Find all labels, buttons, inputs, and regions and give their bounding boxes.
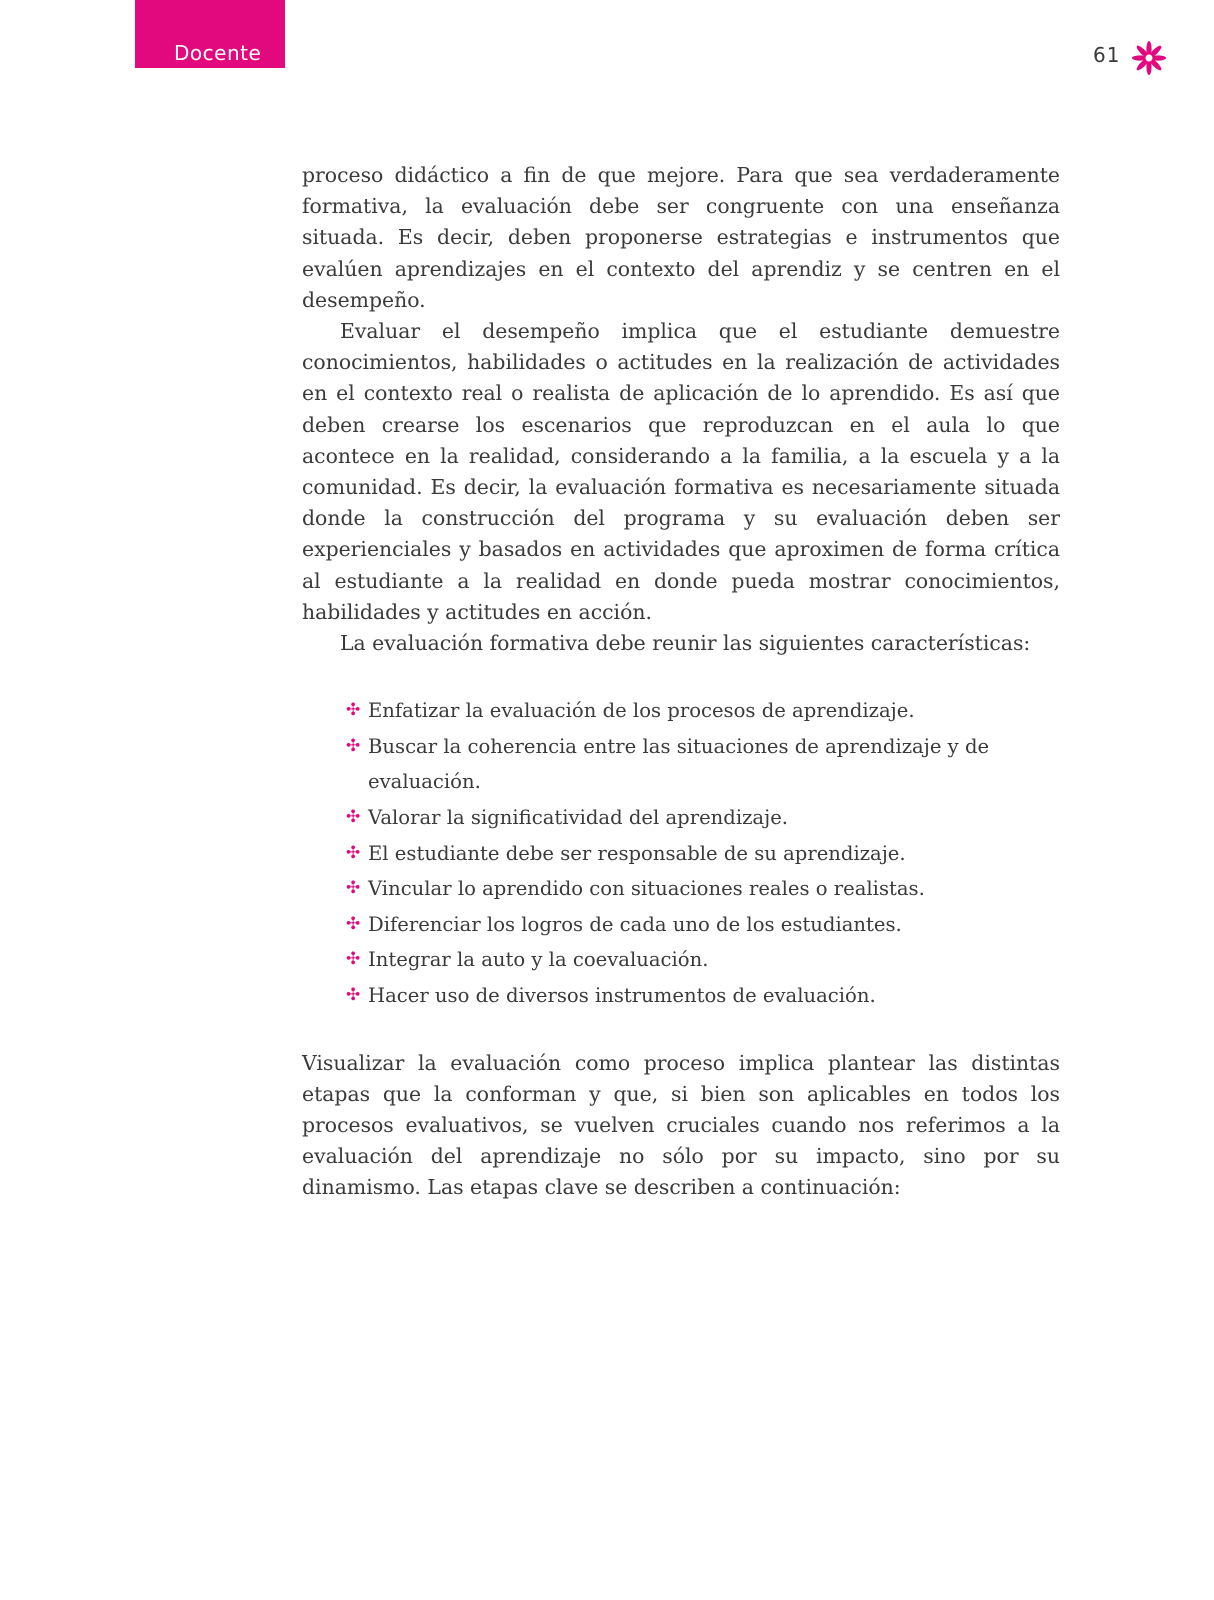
bullet-icon: ✣ xyxy=(346,842,361,863)
list-item xyxy=(346,729,1060,800)
list-item xyxy=(346,942,1060,978)
bullet-icon: ✣ xyxy=(346,807,361,828)
list-item-text: Enfatizar la evaluación de los procesos de aprendizaje. xyxy=(368,699,915,723)
paragraph-performance: Evaluar el desempeño implica que el estudiante demuestre conocimientos, habilidades o actitudes en la realización de actividades en el contexto real o realista de aplicación de lo aprendido. Es así que deben crearse los escenarios que reproduzcan en el aula lo que acontece en la realidad, considerando a la familia, a la escuela y a la comunidad. Es decir, la evaluación formativa es necesariamente situada donde la construcción del programa y su evaluación deben ser experienciales y basados en actividades que aproximen de forma crítica al estudiante a la realidad en donde pueda mostrar conocimientos, habilidades y actitudes en acción. xyxy=(302,319,1060,624)
list-item xyxy=(346,693,1060,729)
list-item xyxy=(346,978,1060,1014)
list-item-text: Integrar la auto y la coevaluación. xyxy=(368,948,709,972)
bullet-icon: ✣ xyxy=(346,913,361,934)
section-tab xyxy=(135,0,285,68)
paragraph-stages: Visualizar la evaluación como proceso implica plantear las distintas etapas que la conforman y que, si bien son aplicables en todos los procesos evaluativos, se vuelven cruciales cuando nos referimos a la evaluación del aprendizaje no sólo por su impacto, sino por su dinamismo. Las etapas clave se describen a continuación: xyxy=(302,1050,1060,1200)
list-item-text: Vincular lo aprendido con situaciones reales o realistas. xyxy=(368,877,925,901)
section-label: Docente xyxy=(174,41,262,65)
bullet-icon: ✣ xyxy=(346,949,361,970)
list-item-text: El estudiante debe ser responsable de su aprendizaje. xyxy=(368,841,906,865)
paragraph-continuation: proceso didáctico a fin de que mejore. Para que sea verdaderamente formativa, la evaluación debe ser congruente con una enseñanza situada. Es decir, deben proponerse estrategias e instrumentos que evalúen aprendizajes en el contexto del aprendiz y se centren en el desempeño. xyxy=(302,163,1060,312)
list-item-text: Valorar la significatividad del aprendizaje. xyxy=(368,806,789,830)
list-item xyxy=(346,836,1060,872)
bullet-icon: ✣ xyxy=(346,985,361,1005)
list-item xyxy=(346,907,1060,943)
bullet-icon: ✣ xyxy=(346,735,361,756)
list-item-text: Buscar la coherencia entre las situaciones de aprendizaje y de evaluación. xyxy=(368,734,990,794)
bullet-icon: ✣ xyxy=(346,878,361,899)
bullet-icon: ✣ xyxy=(346,700,361,721)
characteristics-list xyxy=(302,693,1060,1013)
paragraph-characteristics-intro: La evaluación formativa debe reunir las siguientes características: xyxy=(340,631,1031,656)
asterisk-flower-icon xyxy=(1131,40,1167,76)
list-item-text: Diferenciar los logros de cada uno de los estudiantes. xyxy=(368,912,902,936)
body-text xyxy=(302,160,1060,1204)
list-item xyxy=(346,871,1060,907)
list-item xyxy=(346,800,1060,836)
list-item-text: Hacer uso de diversos instrumentos de evaluación. xyxy=(368,984,876,1007)
page-number: 61 xyxy=(1093,43,1121,67)
